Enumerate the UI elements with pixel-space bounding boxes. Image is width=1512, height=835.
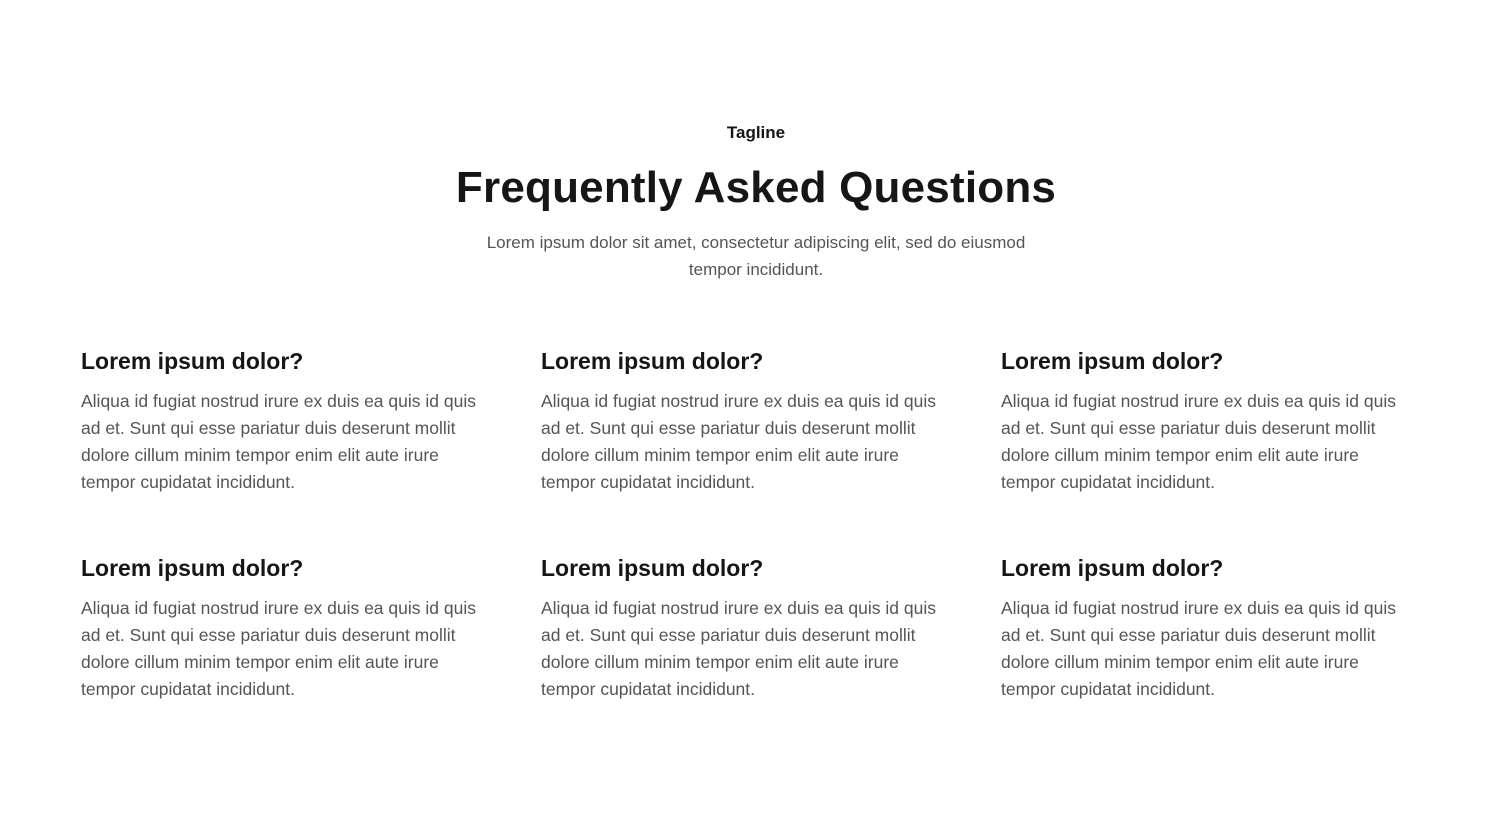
tagline: Tagline xyxy=(726,123,786,142)
faq-item xyxy=(1001,552,1421,703)
faq-item xyxy=(541,345,961,496)
faq-question: Lorem ipsum dolor? xyxy=(1001,348,1224,374)
faq-question: Lorem ipsum dolor? xyxy=(541,555,764,581)
faq-item xyxy=(81,552,501,703)
faq-item xyxy=(1001,345,1421,496)
faq-answer: Aliqua id fugiat nostrud irure ex duis ea quis id quis ad et. Sunt qui esse pariatur duis deserunt mollit dolore cillum minim tempor enim elit aute irure tempor cupidatat incididunt. xyxy=(1001,598,1396,699)
faq-answer: Aliqua id fugiat nostrud irure ex duis ea quis id quis ad et. Sunt qui esse pariatur duis deserunt mollit dolore cillum minim tempor enim elit aute irure tempor cupidatat incididunt. xyxy=(541,598,936,699)
faq-header xyxy=(0,122,1512,283)
page-subtitle: Lorem ipsum dolor sit amet, consectetur adipiscing elit, sed do eiusmod tempor incididunt. xyxy=(486,233,1026,279)
faq-question: Lorem ipsum dolor? xyxy=(1001,555,1224,581)
faq-question: Lorem ipsum dolor? xyxy=(541,348,764,374)
faq-item xyxy=(541,552,961,703)
faq-grid xyxy=(81,345,1431,703)
faq-question: Lorem ipsum dolor? xyxy=(81,348,304,374)
page-title: Frequently Asked Questions xyxy=(455,163,1057,212)
faq-answer: Aliqua id fugiat nostrud irure ex duis ea quis id quis ad et. Sunt qui esse pariatur duis deserunt mollit dolore cillum minim tempor enim elit aute irure tempor cupidatat incididunt. xyxy=(81,391,476,492)
faq-answer: Aliqua id fugiat nostrud irure ex duis ea quis id quis ad et. Sunt qui esse pariatur duis deserunt mollit dolore cillum minim tempor enim elit aute irure tempor cupidatat incididunt. xyxy=(81,598,476,699)
faq-answer: Aliqua id fugiat nostrud irure ex duis ea quis id quis ad et. Sunt qui esse pariatur duis deserunt mollit dolore cillum minim tempor enim elit aute irure tempor cupidatat incididunt. xyxy=(541,391,936,492)
faq-question: Lorem ipsum dolor? xyxy=(81,555,304,581)
faq-answer: Aliqua id fugiat nostrud irure ex duis ea quis id quis ad et. Sunt qui esse pariatur duis deserunt mollit dolore cillum minim tempor enim elit aute irure tempor cupidatat incididunt. xyxy=(1001,391,1396,492)
faq-item xyxy=(81,345,501,496)
